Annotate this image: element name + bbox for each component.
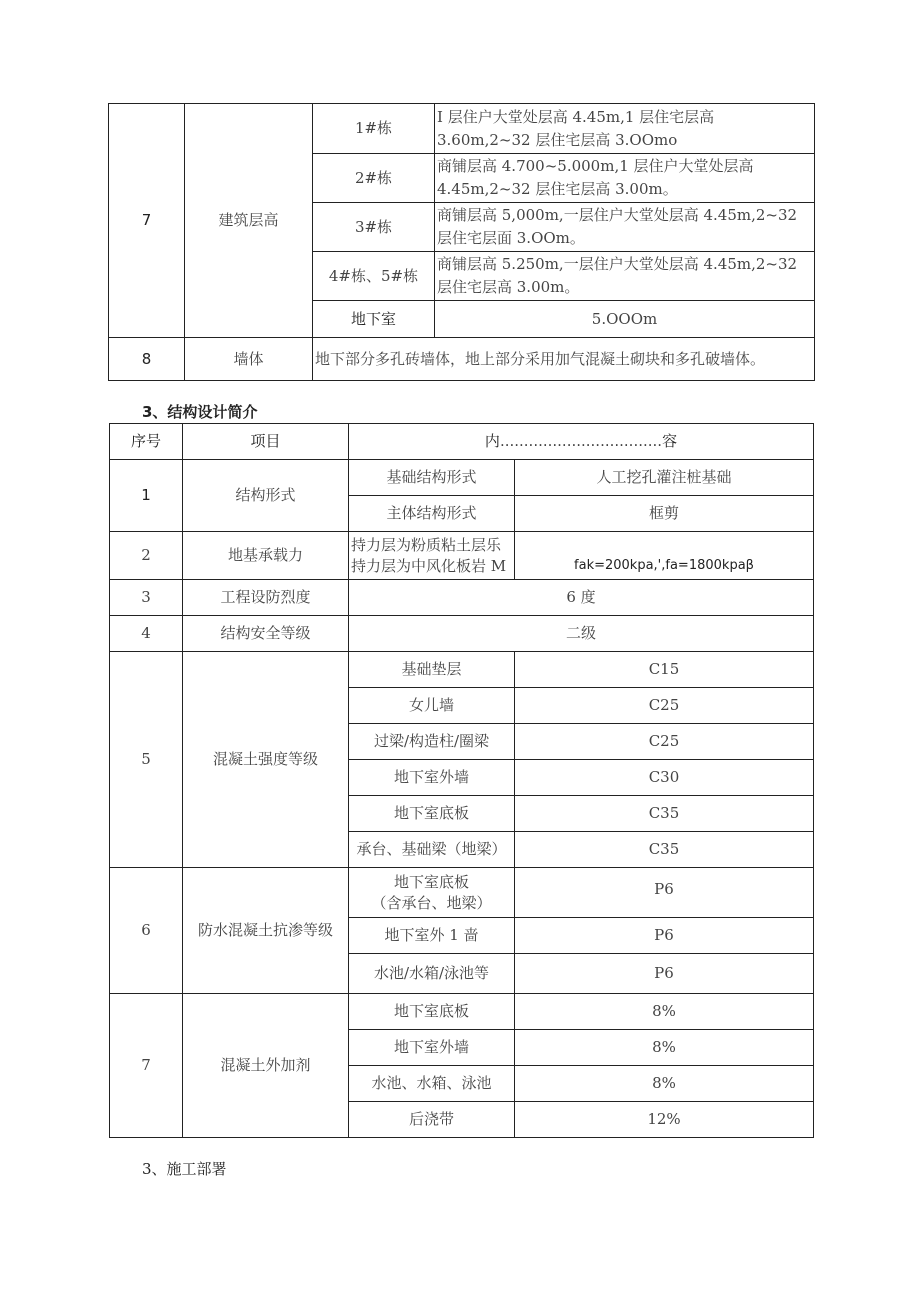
header-dots: ..................................	[499, 432, 663, 450]
seismic-value: 6 度	[349, 580, 814, 616]
sub-value: C35	[515, 832, 814, 868]
row-number: 7	[109, 104, 185, 338]
sub-value: 框剪	[515, 496, 814, 532]
header-content-left: 内	[484, 432, 500, 450]
item-label: 结构安全等级	[183, 616, 349, 652]
row-number: 3	[110, 580, 183, 616]
section-heading-construction: 3、施工部署	[142, 1160, 227, 1178]
sub-label: 主体结构形式	[349, 496, 515, 532]
sub-label: 承台、基础梁（地梁）	[349, 832, 515, 868]
bearing-layer-label	[349, 532, 515, 580]
bearing-layer-line1: 持力层为粉质粘土层乐	[351, 535, 502, 554]
building-label: 地下室	[313, 301, 435, 338]
sub-label-line1: 地下室底板	[393, 872, 469, 891]
header-content	[349, 424, 814, 460]
height-text: 5.OOOm	[435, 301, 815, 338]
sub-value: P6	[515, 918, 814, 954]
sub-value: P6	[515, 954, 814, 994]
item-label: 地基承载力	[183, 532, 349, 580]
sub-value: 8%	[515, 1030, 814, 1066]
sub-value: C25	[515, 724, 814, 760]
row-number: 4	[110, 616, 183, 652]
item-label: 工程设防烈度	[183, 580, 349, 616]
sub-label: 基础结构形式	[349, 460, 515, 496]
sub-value: P6	[515, 868, 814, 918]
sub-label: 地下室底板	[349, 994, 515, 1030]
row-number: 5	[110, 652, 183, 868]
header-item: 项目	[183, 424, 349, 460]
height-text: I 层住户大堂处层高 4.45m,1 层住宅层高 3.60m,2~32 层住宅层高 3.OOmo	[435, 104, 815, 154]
building-label: 1#栋	[313, 104, 435, 154]
sub-label: 地下室底板	[349, 796, 515, 832]
item-label: 建筑层高	[185, 104, 313, 338]
sub-value: 8%	[515, 1066, 814, 1102]
structure-design-table	[109, 423, 814, 1138]
row-number: 6	[110, 868, 183, 994]
building-label: 2#栋	[313, 154, 435, 203]
item-label: 混凝土强度等级	[183, 652, 349, 868]
sub-value: 8%	[515, 994, 814, 1030]
section-heading-structure: 3、结构设计简介	[142, 403, 258, 421]
sub-value: C35	[515, 796, 814, 832]
height-text: 商铺层高 5,000m,一层住户大堂处层高 4.45m,2~32 层住宅层面 3.OOm。	[435, 203, 815, 252]
item-label: 结构形式	[183, 460, 349, 532]
building-height-table	[108, 103, 815, 381]
sub-label: 后浇带	[349, 1102, 515, 1138]
sub-label	[349, 868, 515, 918]
row-number: 1	[110, 460, 183, 532]
sub-label: 女儿墙	[349, 688, 515, 724]
header-content-right: 容	[662, 432, 678, 450]
item-label: 混凝土外加剂	[183, 994, 349, 1138]
sub-label-line2: （含承台、地梁）	[371, 893, 492, 912]
wall-text: 地下部分多孔砖墙体，地上部分采用加气混凝土砌块和多孔破墙体。	[313, 338, 815, 381]
item-label: 墙体	[185, 338, 313, 381]
row-number: 7	[110, 994, 183, 1138]
sub-label: 地下室外墙	[349, 1030, 515, 1066]
sub-value: 12%	[515, 1102, 814, 1138]
item-label: 防水混凝土抗渗等级	[183, 868, 349, 994]
sub-label: 过梁/构造柱/圈梁	[349, 724, 515, 760]
bearing-value: fak=200kpa,',fa=1800kpaβ	[515, 532, 814, 580]
sub-label: 水池、水箱、泳池	[349, 1066, 515, 1102]
safety-grade-value: 二级	[349, 616, 814, 652]
sub-label: 基础垫层	[349, 652, 515, 688]
sub-value: C30	[515, 760, 814, 796]
sub-value: C15	[515, 652, 814, 688]
sub-value: C25	[515, 688, 814, 724]
sub-label: 地下室外墙	[349, 760, 515, 796]
row-number: 2	[110, 532, 183, 580]
bearing-layer-line2: 持力层为中风化板岩 M	[351, 556, 507, 575]
sub-label: 地下室外 1 啬	[349, 918, 515, 954]
row-number: 8	[109, 338, 185, 381]
sub-value: 人工挖孔灌注桩基础	[515, 460, 814, 496]
height-text: 商铺层高 4.700~5.000m,1 层住户大堂处层高 4.45m,2~32 层住宅层高 3.00m。	[435, 154, 815, 203]
sub-label: 水池/水箱/泳池等	[349, 954, 515, 994]
building-label: 3#栋	[313, 203, 435, 252]
building-label: 4#栋、5#栋	[313, 252, 435, 301]
height-text: 商铺层高 5.250m,一层住户大堂处层高 4.45m,2~32 层住宅层高 3.00m。	[435, 252, 815, 301]
header-no: 序号	[110, 424, 183, 460]
